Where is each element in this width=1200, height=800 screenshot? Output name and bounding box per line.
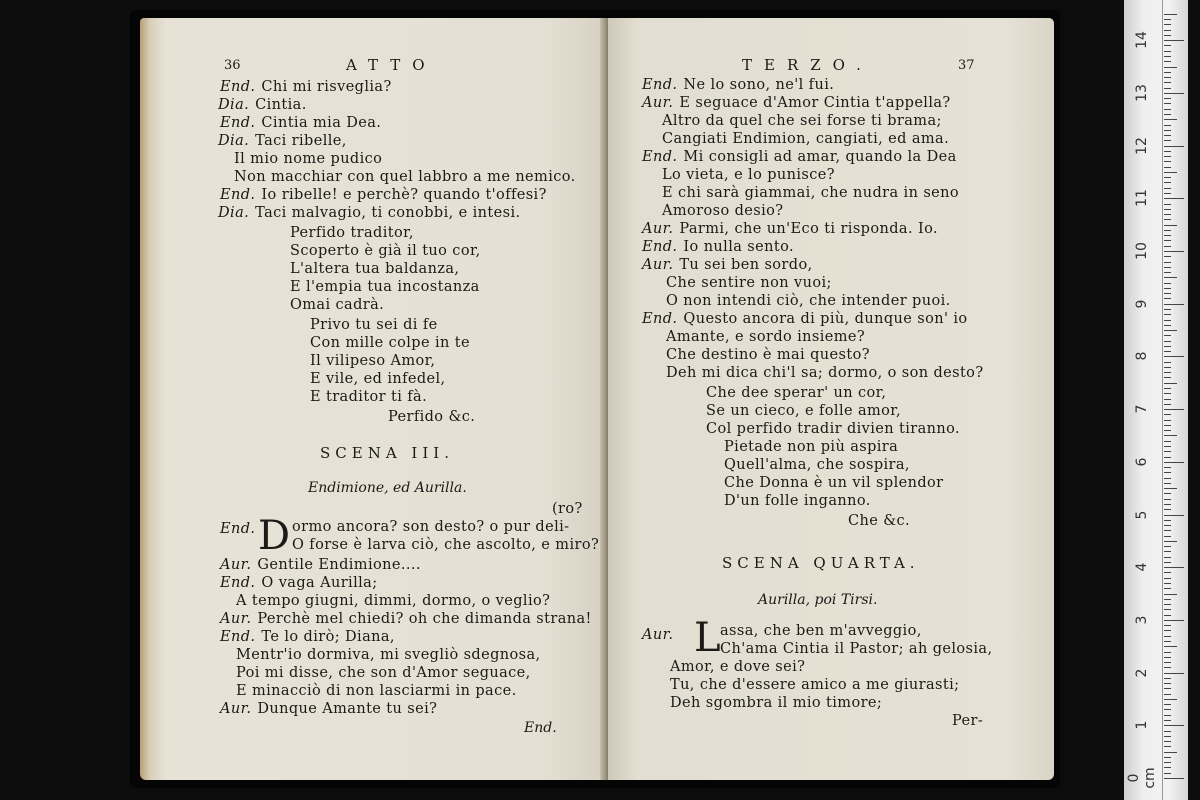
ruler-tick bbox=[1164, 262, 1171, 263]
left-page bbox=[140, 18, 608, 780]
ruler-tick bbox=[1164, 467, 1171, 468]
text-line: Lo vieta, e lo punisce? bbox=[662, 167, 835, 183]
ruler-tick bbox=[1164, 425, 1171, 426]
ruler-tick bbox=[1164, 457, 1171, 458]
ruler-tick bbox=[1164, 309, 1171, 310]
text-line: End. Questo ancora di più, dunque son' io bbox=[642, 311, 968, 327]
ruler-tick bbox=[1164, 330, 1177, 331]
text-line: Dia. Taci ribelle, bbox=[218, 133, 347, 149]
scene-characters: Endimione, ed Aurilla. bbox=[308, 480, 467, 496]
ruler-tick bbox=[1164, 673, 1184, 674]
ruler-tick bbox=[1164, 193, 1171, 194]
text-line: End. Io ribelle! e perchè? quando t'offesi? bbox=[220, 187, 547, 203]
ruler-number: 5 bbox=[1134, 510, 1150, 519]
ruler-tick bbox=[1164, 636, 1171, 637]
text-line: Che Donna è un vil splendor bbox=[724, 475, 944, 491]
ruler-number: 9 bbox=[1134, 299, 1150, 309]
ruler-tick bbox=[1164, 641, 1171, 642]
text-line: Aur. Gentile Endimione.... bbox=[220, 557, 421, 573]
ruler-tick bbox=[1164, 146, 1184, 147]
ruler-tick bbox=[1164, 430, 1171, 431]
ruler-tick bbox=[1164, 515, 1184, 516]
ruler-tick bbox=[1164, 335, 1171, 336]
ruler-tick bbox=[1164, 182, 1171, 183]
ruler-tick bbox=[1164, 288, 1171, 289]
text-line: Il mio nome pudico bbox=[234, 151, 383, 167]
running-head: ATTO bbox=[346, 56, 437, 74]
ruler-tick bbox=[1164, 646, 1177, 647]
ruler-tick bbox=[1164, 667, 1171, 668]
ruler-tick bbox=[1164, 293, 1171, 294]
text-line: End. Mi consigli ad amar, quando la Dea bbox=[642, 149, 957, 165]
text-line: Aur. Perchè mel chiedi? oh che dimanda strana! bbox=[220, 611, 592, 627]
text-line: Dia. Cintia. bbox=[218, 97, 307, 113]
ruler-tick bbox=[1164, 325, 1171, 326]
ruler-tick bbox=[1164, 778, 1184, 779]
ruler-tick bbox=[1164, 609, 1171, 610]
ruler-tick bbox=[1164, 725, 1184, 726]
ruler-tick bbox=[1164, 267, 1171, 268]
ruler-tick bbox=[1164, 420, 1171, 421]
ruler-tick bbox=[1164, 699, 1177, 700]
ruler-tick bbox=[1164, 388, 1171, 389]
text-line: Privo tu sei di fe bbox=[310, 317, 438, 333]
text-line: Aur. bbox=[642, 627, 674, 643]
ruler-tick bbox=[1164, 746, 1171, 747]
text-line: End. O vaga Aurilla; bbox=[220, 575, 378, 591]
text-line: Poi mi disse, che son d'Amor seguace, bbox=[236, 665, 531, 681]
ruler-tick bbox=[1164, 715, 1171, 716]
ruler-tick bbox=[1164, 546, 1171, 547]
ruler-number: 10 bbox=[1134, 242, 1150, 260]
ruler-tick bbox=[1164, 567, 1184, 568]
ruler-edge bbox=[1162, 0, 1163, 800]
ruler-tick bbox=[1164, 441, 1171, 442]
text-line: Ch'ama Cintia il Pastor; ah gelosia, bbox=[720, 641, 993, 657]
ruler-tick bbox=[1164, 14, 1177, 15]
ruler-tick bbox=[1164, 752, 1177, 753]
text-line: Con mille colpe in te bbox=[310, 335, 470, 351]
scene-title: SCENA QUARTA. bbox=[722, 554, 920, 572]
ruler-tick bbox=[1164, 119, 1177, 120]
ruler-tick bbox=[1164, 757, 1171, 758]
text-line: Deh mi dica chi'l sa; dormo, o son desto? bbox=[666, 365, 984, 381]
ruler-tick bbox=[1164, 741, 1171, 742]
text-line: E chi sarà giammai, che nudra in seno bbox=[662, 185, 960, 201]
text-line: Il vilipeso Amor, bbox=[310, 353, 436, 369]
ruler-unit-label: 0 cm bbox=[1126, 767, 1158, 789]
ruler-tick bbox=[1164, 240, 1171, 241]
text-line: End. Chi mi risveglia? bbox=[220, 79, 392, 95]
ruler-tick bbox=[1164, 272, 1171, 273]
ruler-tick bbox=[1164, 98, 1171, 99]
ruler-tick bbox=[1164, 172, 1177, 173]
text-line: A tempo giugni, dimmi, dormo, o veglio? bbox=[236, 593, 551, 609]
ruler-tick bbox=[1164, 72, 1171, 73]
ruler-tick bbox=[1164, 520, 1171, 521]
catchword: Per- bbox=[952, 713, 984, 729]
ruler-number: 2 bbox=[1134, 668, 1150, 678]
ruler-tick bbox=[1164, 599, 1171, 600]
text-line: E minacciò di non lasciarmi in pace. bbox=[236, 683, 517, 699]
scene-characters: Aurilla, poi Tirsi. bbox=[758, 592, 878, 608]
running-head: TERZO. bbox=[742, 56, 873, 74]
ruler-number: 13 bbox=[1134, 83, 1150, 102]
ruler-tick bbox=[1164, 488, 1177, 489]
ruler-tick bbox=[1164, 304, 1184, 305]
text-line: assa, che ben m'avveggio, bbox=[720, 623, 922, 639]
text-line: End. Cintia mia Dea. bbox=[220, 115, 382, 131]
ruler-tick bbox=[1164, 156, 1171, 157]
text-line: Che sentire non vuoi; bbox=[666, 275, 832, 291]
ruler-tick bbox=[1164, 583, 1171, 584]
ruler-tick bbox=[1164, 225, 1177, 226]
ruler-tick bbox=[1164, 161, 1171, 162]
ruler-tick bbox=[1164, 678, 1171, 679]
text-line: Aur. Dunque Amante tu sei? bbox=[220, 701, 438, 717]
ruler-tick bbox=[1164, 219, 1171, 220]
text-line: Amor, e dove sei? bbox=[670, 659, 806, 675]
ruler-tick bbox=[1164, 251, 1184, 252]
text-line: Tu, che d'essere amico a me giurasti; bbox=[670, 677, 960, 693]
ruler-tick bbox=[1164, 630, 1171, 631]
ruler-number: 1 bbox=[1134, 720, 1150, 730]
ruler-tick bbox=[1164, 657, 1171, 658]
ruler-tick bbox=[1164, 588, 1171, 589]
ruler-number: 4 bbox=[1134, 562, 1150, 572]
ruler-tick bbox=[1164, 61, 1171, 62]
ruler-tick bbox=[1164, 562, 1171, 563]
ruler-tick bbox=[1164, 709, 1171, 710]
text-line: Perfido traditor, bbox=[290, 225, 414, 241]
text-line: D'un folle inganno. bbox=[724, 493, 871, 509]
ruler-tick bbox=[1164, 683, 1171, 684]
page-number: 37 bbox=[958, 58, 975, 73]
text-line: Aur. E seguace d'Amor Cintia t'appella? bbox=[642, 95, 951, 111]
ruler-number: 14 bbox=[1134, 31, 1150, 50]
scene-title: SCENA III. bbox=[320, 444, 454, 462]
text-line: Col perfido tradir divien tiranno. bbox=[706, 421, 961, 437]
text-line: Che &c. bbox=[848, 513, 911, 529]
ruler-tick bbox=[1164, 451, 1171, 452]
ruler-tick bbox=[1164, 362, 1171, 363]
ruler-tick bbox=[1164, 662, 1171, 663]
ruler-tick bbox=[1164, 346, 1171, 347]
ruler-tick bbox=[1164, 235, 1171, 236]
ruler-tick bbox=[1164, 509, 1171, 510]
text-line: End. bbox=[220, 521, 256, 537]
ruler-tick bbox=[1164, 409, 1184, 410]
ruler-tick bbox=[1164, 188, 1171, 189]
ruler-tick bbox=[1164, 688, 1171, 689]
ruler-tick bbox=[1164, 604, 1171, 605]
ruler-tick bbox=[1164, 478, 1171, 479]
drop-cap: L bbox=[694, 615, 721, 661]
ruler-tick bbox=[1164, 377, 1171, 378]
ruler-tick bbox=[1164, 462, 1184, 463]
ruler-tick bbox=[1164, 393, 1171, 394]
ruler-number: 8 bbox=[1134, 351, 1150, 361]
ruler-tick bbox=[1164, 341, 1171, 342]
text-line: Aur. Parmi, che un'Eco ti risponda. Io. bbox=[642, 221, 938, 237]
ruler-tick bbox=[1164, 24, 1171, 25]
ruler-tick bbox=[1164, 109, 1171, 110]
text-line: End. Io nulla sento. bbox=[642, 239, 794, 255]
catchword: End. bbox=[524, 720, 557, 736]
ruler-tick bbox=[1164, 167, 1171, 168]
ruler-tick bbox=[1164, 93, 1184, 94]
ruler-tick bbox=[1164, 246, 1171, 247]
ruler-tick bbox=[1164, 720, 1171, 721]
ruler-tick bbox=[1164, 736, 1171, 737]
ruler-tick bbox=[1164, 530, 1171, 531]
turnover-text: (ro? bbox=[552, 501, 583, 517]
ruler-tick bbox=[1164, 114, 1171, 115]
ruler-tick bbox=[1164, 135, 1171, 136]
ruler-tick bbox=[1164, 615, 1171, 616]
text-line: Scoperto è già il tuo cor, bbox=[290, 243, 481, 259]
ruler-tick bbox=[1164, 367, 1171, 368]
text-line: Cangiati Endimion, cangiati, ed ama. bbox=[662, 131, 950, 147]
text-line: Se un cieco, e folle amor, bbox=[706, 403, 902, 419]
ruler-tick bbox=[1164, 762, 1171, 763]
ruler-tick bbox=[1164, 88, 1171, 89]
ruler-tick bbox=[1164, 19, 1171, 20]
text-line: Omai cadrà. bbox=[290, 297, 385, 313]
text-line: O non intendi ciò, che intender puoi. bbox=[666, 293, 951, 309]
text-line: Amante, e sordo insieme? bbox=[666, 329, 866, 345]
ruler-tick bbox=[1164, 125, 1171, 126]
ruler-tick bbox=[1164, 198, 1184, 199]
ruler-tick bbox=[1164, 625, 1171, 626]
ruler-tick bbox=[1164, 230, 1171, 231]
ruler-tick bbox=[1164, 30, 1171, 31]
ruler-tick bbox=[1164, 67, 1177, 68]
right-page bbox=[608, 18, 1054, 780]
ruler-tick bbox=[1164, 140, 1171, 141]
ruler-tick bbox=[1164, 414, 1171, 415]
text-line: Pietade non più aspira bbox=[724, 439, 899, 455]
text-line: Dia. Taci malvagio, ti conobbi, e intesi. bbox=[218, 205, 521, 221]
ruler-tick bbox=[1164, 493, 1171, 494]
ruler-tick bbox=[1164, 320, 1171, 321]
ruler-tick bbox=[1164, 56, 1171, 57]
text-line: Mentr'io dormiva, mi svegliò sdegnosa, bbox=[236, 647, 541, 663]
ruler-number: 3 bbox=[1134, 615, 1150, 625]
ruler-tick bbox=[1164, 704, 1171, 705]
ruler-tick bbox=[1164, 45, 1171, 46]
ruler-tick bbox=[1164, 694, 1171, 695]
ruler-tick bbox=[1164, 399, 1171, 400]
ruler-tick bbox=[1164, 283, 1171, 284]
drop-cap: D bbox=[258, 513, 291, 559]
ruler-tick bbox=[1164, 130, 1171, 131]
ruler-number: 6 bbox=[1134, 457, 1150, 467]
ruler-tick bbox=[1164, 404, 1171, 405]
ruler-tick bbox=[1164, 209, 1171, 210]
text-line: E traditor ti fà. bbox=[310, 389, 428, 405]
ruler-tick bbox=[1164, 103, 1171, 104]
ruler-tick bbox=[1164, 504, 1171, 505]
ruler-tick bbox=[1164, 151, 1171, 152]
ruler-tick bbox=[1164, 525, 1171, 526]
ruler-tick bbox=[1164, 483, 1171, 484]
ruler-tick bbox=[1164, 578, 1171, 579]
text-line: Aur. Tu sei ben sordo, bbox=[642, 257, 813, 273]
text-line: ormo ancora? son desto? o pur deli- bbox=[292, 519, 570, 535]
ruler-tick bbox=[1164, 298, 1171, 299]
text-line: E vile, ed infedel, bbox=[310, 371, 446, 387]
ruler-tick bbox=[1164, 472, 1171, 473]
page-number: 36 bbox=[224, 58, 241, 73]
text-line: End. Te lo dirò; Diana, bbox=[220, 629, 395, 645]
ruler-tick bbox=[1164, 51, 1171, 52]
text-line: O forse è larva ciò, che ascolto, e miro? bbox=[292, 537, 600, 553]
ruler-tick bbox=[1164, 204, 1171, 205]
ruler-tick bbox=[1164, 499, 1171, 500]
ruler-tick bbox=[1164, 773, 1171, 774]
text-line: Deh sgombra il mio timore; bbox=[670, 695, 883, 711]
text-line: Non macchiar con quel labbro a me nemico. bbox=[234, 169, 576, 185]
ruler-tick bbox=[1164, 35, 1171, 36]
text-line: End. Ne lo sono, ne'l fui. bbox=[642, 77, 835, 93]
text-line: L'altera tua baldanza, bbox=[290, 261, 460, 277]
text-line: Che destino è mai questo? bbox=[666, 347, 870, 363]
ruler-tick bbox=[1164, 536, 1171, 537]
ruler-tick bbox=[1164, 446, 1171, 447]
ruler-tick bbox=[1164, 767, 1171, 768]
ruler-tick bbox=[1164, 572, 1171, 573]
text-line: E l'empia tua incostanza bbox=[290, 279, 480, 295]
text-line: Altro da quel che sei forse ti brama; bbox=[662, 113, 942, 129]
ruler-tick bbox=[1164, 383, 1177, 384]
ruler-tick bbox=[1164, 372, 1171, 373]
text-line: Che dee sperar' un cor, bbox=[706, 385, 887, 401]
ruler-tick bbox=[1164, 82, 1171, 83]
text-line: Amoroso desio? bbox=[662, 203, 784, 219]
ruler-tick bbox=[1164, 314, 1171, 315]
ruler-number: 11 bbox=[1134, 189, 1150, 208]
ruler-tick bbox=[1164, 435, 1177, 436]
text-line: Perfido &c. bbox=[388, 409, 476, 425]
ruler-tick bbox=[1164, 541, 1177, 542]
ruler-tick bbox=[1164, 351, 1171, 352]
ruler-tick bbox=[1164, 551, 1171, 552]
ruler-tick bbox=[1164, 652, 1171, 653]
ruler-tick bbox=[1164, 557, 1171, 558]
text-line: Quell'alma, che sospira, bbox=[724, 457, 910, 473]
ruler-tick bbox=[1164, 177, 1171, 178]
ruler-tick bbox=[1164, 77, 1171, 78]
ruler-tick bbox=[1164, 277, 1177, 278]
ruler-tick bbox=[1164, 731, 1171, 732]
ruler-tick bbox=[1164, 40, 1184, 41]
ruler-tick bbox=[1164, 256, 1171, 257]
ruler-tick bbox=[1164, 620, 1184, 621]
ruler-tick bbox=[1164, 594, 1177, 595]
ruler-number: 7 bbox=[1134, 404, 1150, 414]
ruler-tick bbox=[1164, 214, 1171, 215]
ruler-tick bbox=[1164, 356, 1184, 357]
ruler-number: 12 bbox=[1134, 136, 1150, 155]
